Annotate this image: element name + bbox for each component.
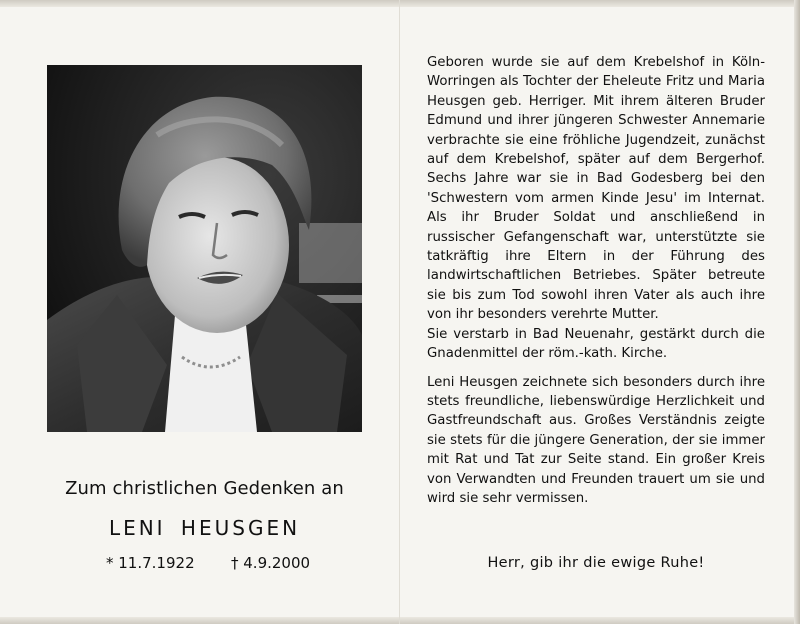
memorial-heading: Zum christlichen Gedenken an xyxy=(65,478,344,499)
biography-text xyxy=(427,53,765,508)
portrait-photo xyxy=(47,65,362,432)
deceased-name: LENI HEUSGEN xyxy=(108,516,301,540)
death-date: † 4.9.2000 xyxy=(231,554,311,572)
portrait-image xyxy=(47,65,362,432)
card-bottom-edge xyxy=(0,617,800,624)
card-fold-line xyxy=(399,0,400,624)
biography-paragraph-3: Leni Heusgen zeichnete sich besonders durch ihre stets freundliche, liebenswürdige Herzlichkeit und Gastfreundschaft aus. Großes Verständnis zeigte sie stets für die jüngere Generation, der sie immer mit Rat und Tat zur Seite stand. Ein großer Kreis von Verwandten und Freunden trauert um sie und wird sie sehr vermissen. xyxy=(427,374,765,506)
closing-prayer: Herr, gib ihr die ewige Ruhe! xyxy=(487,555,705,571)
biography-paragraph-2: Sie verstarb in Bad Neuenahr, gestärkt durch die Gnadenmittel der röm.-kath. Kirche. xyxy=(427,326,765,362)
card-right-edge xyxy=(794,0,800,624)
biography-paragraph-1: Geboren wurde sie auf dem Krebelshof in Köln-Worringen als Tochter der Eheleute Fritz und Maria Heusgen geb. Herriger. Mit ihrem älteren Bruder Edmund und ihrer jüngeren Schwester Annemarie verbrachte sie eine fröhliche Jugendzeit, zunächst auf dem Krebelshof, später auf dem Bergerhof. Sechs Jahre war sie in Bad Godesberg bei den 'Schwestern vom armen Kinde Jesu' im Internat. Als ihr Bruder Soldat und anschließend in russischer Gefangenschaft war, unterstützte sie tatkräftig ihre Eltern in der Führung des landwirtschaftlichen Betriebes. Später betreute sie bis zum Tod sowohl ihren Vater als auch ihre von ihr besonders verehrte Mutter. xyxy=(427,55,765,323)
card-top-edge xyxy=(0,0,800,7)
birth-date: * 11.7.1922 xyxy=(106,554,195,572)
